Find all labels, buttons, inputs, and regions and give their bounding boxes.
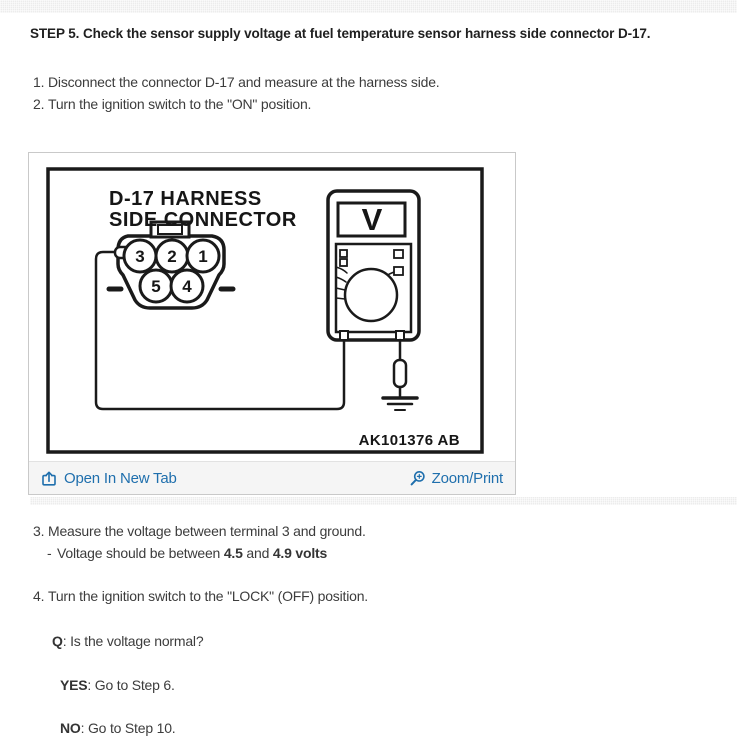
step-text: Turn the ignition switch to the "ON" position. (48, 96, 312, 112)
answer-yes-text: : Go to Step 6. (87, 677, 175, 693)
zoom-icon (409, 470, 426, 487)
top-divider-band (0, 0, 737, 13)
figure-toolbar (29, 461, 515, 494)
figure-image (29, 153, 515, 461)
procedure-step-4 (33, 585, 737, 607)
step-text: Measure the voltage between terminal 3 and ground. (48, 523, 366, 539)
step-number: 1. (33, 74, 45, 90)
test-probe-ground (394, 360, 406, 387)
open-in-new-tab-label: Open In New Tab (64, 469, 177, 487)
figure-ref-code: AK101376 AB (358, 432, 460, 449)
voltage-spec-note (33, 542, 737, 564)
note-dash: - (47, 545, 52, 561)
pin-number-5: 5 (151, 277, 161, 296)
voltage-max: 4.9 volts (272, 545, 328, 561)
procedure-step-3 (33, 520, 737, 542)
answer-no-line (33, 717, 737, 739)
question-text: : Is the voltage normal? (62, 633, 204, 649)
answer-no-label: NO (60, 720, 81, 736)
zoom-print-label: Zoom/Print (431, 469, 503, 487)
answer-yes-label: YES (60, 677, 88, 693)
procedure-section (33, 520, 737, 739)
harness-test-diagram (46, 167, 484, 454)
question-line (33, 630, 737, 652)
step-number: 4. (33, 588, 45, 604)
note-text: Voltage should be between 4.5 and 4.9 volts (57, 545, 328, 561)
voltage-min: 4.5 (223, 545, 243, 561)
pin-number-1: 1 (198, 247, 208, 266)
figure-shadow-band (30, 497, 737, 505)
zoom-print-link[interactable] (409, 470, 503, 487)
page-title: STEP 5. Check the sensor supply voltage at fuel temperature sensor harness side connector D-17. (30, 26, 651, 41)
connector-label-line1: D-17 HARNESS (109, 188, 262, 210)
open-in-new-tab-icon (41, 470, 58, 487)
pin-number-2: 2 (167, 247, 177, 266)
instruction-list (33, 71, 737, 115)
step-number: 3. (33, 523, 45, 539)
open-in-new-tab-link[interactable] (41, 470, 177, 487)
panel-line (336, 298, 345, 299)
instruction-step-1 (33, 71, 737, 93)
answer-no-text: : Go to Step 10. (80, 720, 176, 736)
figure-widget (28, 152, 516, 495)
pin-number-3: 3 (135, 247, 145, 266)
dial-knob (345, 269, 397, 321)
connector-label-line2: SIDE CONNECTOR (109, 209, 297, 231)
answer-yes-line (33, 674, 737, 696)
pin-number-4: 4 (182, 277, 192, 296)
step-text: Turn the ignition switch to the "LOCK" (OFF) position. (48, 588, 368, 604)
step-text: Disconnect the connector D-17 and measure at the harness side. (48, 74, 440, 90)
voltmeter-symbol: V (361, 202, 383, 237)
question-label: Q (52, 633, 63, 649)
instruction-step-2 (33, 93, 737, 115)
terminal-left (340, 331, 348, 340)
step-number: 2. (33, 96, 45, 112)
terminal-right (396, 331, 404, 340)
